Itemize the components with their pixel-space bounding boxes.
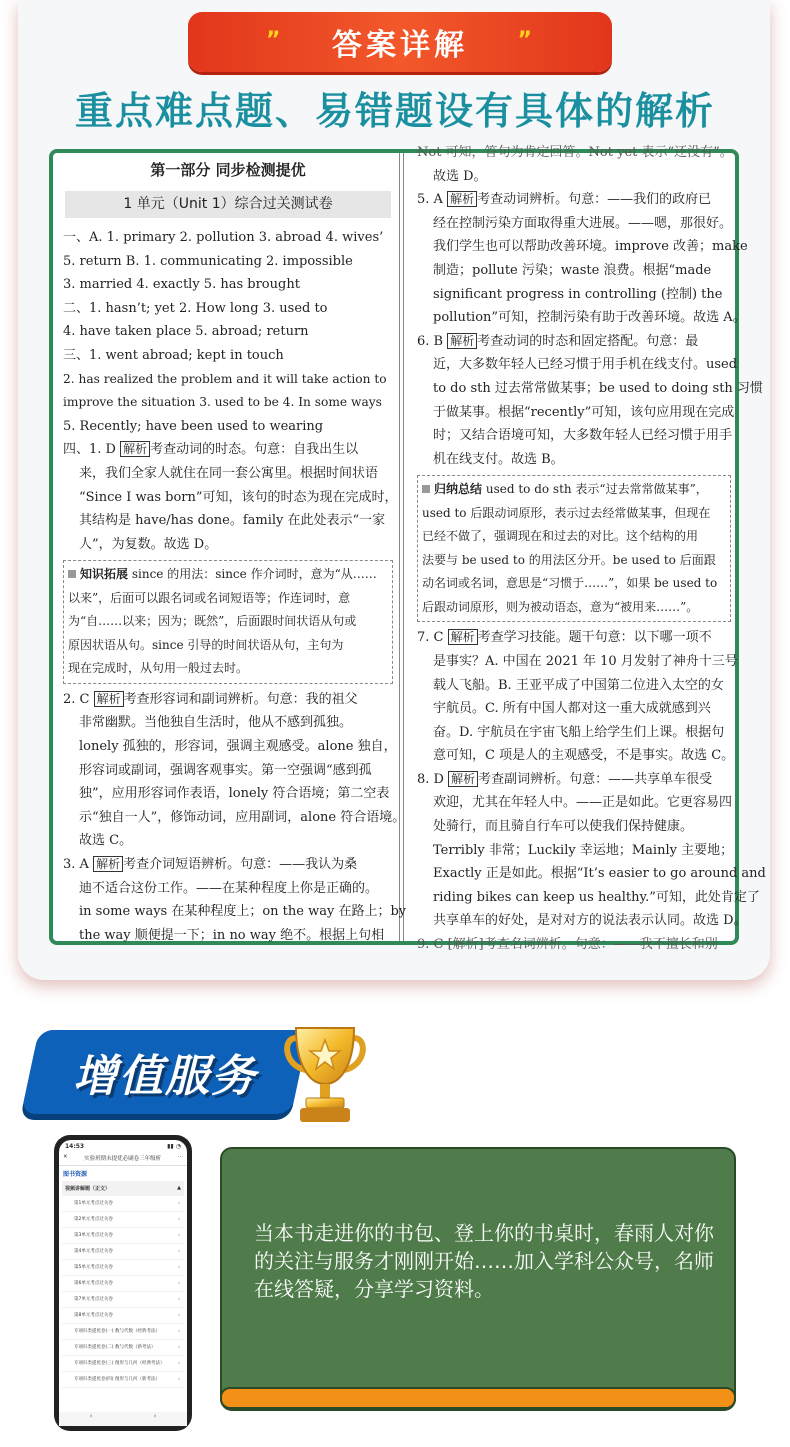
box-line: 现在完成时，从句用一般过去时。 <box>68 661 249 676</box>
item-label: 第8单元考点过关卷 <box>74 1313 113 1318</box>
answer-line: 三、1. went abroad; kept in touch <box>63 347 284 363</box>
value-added-service-title <box>21 1030 309 1114</box>
summary-box <box>417 475 731 622</box>
knowledge-box <box>63 560 393 684</box>
explanation-line: 来，我们全家人就住在同一套公寓里。根据时间状语 <box>79 465 379 481</box>
service-description: 当本书走进你的书包、登上你的书桌时，春雨人对你的关注与服务才刚刚开始……加入学科公众号，名师在线答疑，分享学习资料。 <box>254 1221 714 1301</box>
item-label: 第6单元考点过关卷 <box>74 1281 113 1286</box>
forward-icon[interactable]: › <box>153 1412 157 1420</box>
analysis-tag: 解析 <box>448 771 478 787</box>
phone-mockup <box>54 1135 192 1431</box>
question-number: 3. A <box>63 856 89 872</box>
list-item[interactable] <box>62 1292 184 1308</box>
explanation-line: riding bikes can keep us healthy.”可知，此处肯定了 <box>433 889 760 905</box>
answer-line: improve the situation 3. used to be 4. In some ways <box>63 395 382 410</box>
browser-nav-bar <box>59 1412 187 1426</box>
explanation-line: 机在线支付。故选 B。 <box>433 451 564 467</box>
section-title: 第一部分 同步检测提优 <box>150 161 306 179</box>
explanation-line: 考查动词的时态。句意：自我出生以 <box>150 442 359 458</box>
banner-title: 答案详解 <box>332 28 468 63</box>
explanation-line: to do sth 过去常常做某事；be used to doing sth 习惯 <box>433 380 763 396</box>
analysis-tag: 解析 <box>120 441 150 457</box>
list-item[interactable] <box>62 1340 184 1356</box>
answer-list <box>63 226 393 438</box>
explanation-line: Terribly 非常；Luckily 幸运地；Mainly 主要地； <box>433 842 734 858</box>
chevron-right-icon: › <box>178 1377 180 1382</box>
chevron-up-icon: ▲ <box>177 1185 181 1191</box>
question-number: 2. C <box>63 691 90 707</box>
left-column <box>63 153 407 943</box>
explanation-line: 于做某事。根据“recently”可知，该句应用现在完成 <box>433 404 735 420</box>
explanation-line: lonely 孤独的，形容词，强调主观感受。alone 独自， <box>79 739 397 754</box>
list-item[interactable] <box>62 1260 184 1276</box>
item-label: 第2单元考点过关卷 <box>74 1217 113 1222</box>
item-label: 第7单元考点过关卷 <box>74 1297 113 1302</box>
answer-line: 5. return B. 1. communicating 2. impossible <box>63 253 353 269</box>
list-item[interactable] <box>62 1196 184 1212</box>
explanation-line: “Since I was born”可知，该句的时态为现在完成时， <box>79 489 398 505</box>
answer-line: 3. married 4. exactly 5. has brought <box>63 277 300 293</box>
question-7 <box>417 626 738 768</box>
list-item[interactable] <box>62 1244 184 1260</box>
explanation-line: 考查动词辨析。句意：——我们的政府已 <box>477 192 712 208</box>
signal-icon: ▮▮ ◔ <box>167 1143 181 1150</box>
unit-title: 1 单元（Unit 1）综合过关测试卷 <box>65 191 391 218</box>
app-title: 实验班期末提优必刷卷三年级析 <box>84 1156 162 1162</box>
box-title: 归纳总结 <box>434 482 483 497</box>
explanation-line: pollution”可知，控制污染有助于改善环境。故选 A。 <box>433 310 746 326</box>
explanation-line: 奋。D. 宇航员在宇宙飞船上给学生们上课。根据句 <box>433 724 725 740</box>
list-item[interactable] <box>62 1228 184 1244</box>
tab-book-resources[interactable]: 图书资源 <box>63 1171 88 1178</box>
analysis-tag: 解析 <box>94 691 124 707</box>
status-bar <box>59 1140 187 1152</box>
question-6 <box>417 330 763 472</box>
explanation-line: 考查介词短语辨析。句意：——我认为桑 <box>123 856 358 872</box>
item-label: 专项归类提优卷(三) 图形与几何（经典考法） <box>74 1361 165 1366</box>
trophy-icon <box>282 1020 368 1126</box>
box-line: used to 后跟动词原形，表示过去经常做某事，但现在 <box>422 505 711 520</box>
explanation-line: 处骑行，而且骑自行车可以使我们保持健康。 <box>433 819 694 835</box>
item-label: 专项归类提优卷(一) 数与代数（经典考法） <box>74 1329 160 1334</box>
chevron-right-icon: › <box>178 1249 180 1254</box>
list-item[interactable] <box>62 1372 184 1388</box>
answer-line: 5. Recently; have been used to wearing <box>63 418 324 434</box>
item-label: 专项归类提优卷(二) 数与代数（新考法） <box>74 1345 156 1350</box>
close-icon[interactable]: ✕ <box>63 1154 68 1160</box>
chevron-right-icon: › <box>178 1297 180 1302</box>
box-line: 以来”，后面可以跟名词或名词短语等；作连词时，意 <box>68 590 351 605</box>
explanation-line: 共享单车的好处，是对对方的说法表示认同。故选 D。 <box>433 913 747 929</box>
explanation-line: 其结构是 have/has done。family 在此处表示“一家 <box>79 513 386 529</box>
answer-line: 4. have taken place 5. abroad; return <box>63 324 309 340</box>
item-label: 第1单元考点过关卷 <box>74 1201 113 1206</box>
app-header <box>59 1152 187 1166</box>
question-number: 7. C <box>417 630 444 646</box>
quote-mark-left: ” <box>266 28 283 53</box>
more-icon[interactable]: ··· <box>177 1154 183 1160</box>
item-label: 第4单元考点过关卷 <box>74 1249 113 1254</box>
box-line: 为“自……以来；因为；既然”，后面跟时间状语从句或 <box>68 614 357 629</box>
explanation-line: the way 顺便提一下；in no way 绝不。根据上句相 <box>79 927 385 943</box>
box-line: used to do sth 表示“过去常常做某事”， <box>485 482 708 497</box>
chevron-right-icon: › <box>178 1233 180 1238</box>
explanation-line: 我们学生也可以帮助改善环境。improve 改善；make <box>433 239 748 255</box>
box-line: 原因状语从句。since 引导的时间状语从句，主句为 <box>68 637 344 652</box>
analysis-tag: 解析 <box>448 629 478 645</box>
explanation-line: 故选 D。 <box>433 168 487 184</box>
list-item[interactable] <box>62 1212 184 1228</box>
chevron-right-icon: › <box>178 1281 180 1286</box>
explanation-line: in some ways 在某种程度上；on the way 在路上；by <box>79 904 407 920</box>
chevron-right-icon: › <box>178 1329 180 1334</box>
explanation-line: 非常幽默。当他独自生活时，他从不感到孤独。 <box>79 715 353 731</box>
status-time: 14:53 <box>65 1143 85 1150</box>
square-icon <box>68 570 76 578</box>
quote-mark-right: ” <box>517 28 534 53</box>
answer-banner <box>188 12 612 72</box>
chevron-right-icon: › <box>178 1265 180 1270</box>
cut-off-line: Not 可知，答句为肯定回答。Not yet 表示“还没有”。 <box>417 145 733 160</box>
box-line: 动名词或名词，意思是“习惯于……”，如果 be used to <box>422 576 718 591</box>
explanation-line: 近，大多数年轻人已经习惯于用手机在线支付。used <box>433 357 738 373</box>
explanation-line: 人”，为复数。故选 D。 <box>79 536 218 552</box>
right-column <box>417 145 766 953</box>
question-8 <box>417 768 766 957</box>
analysis-tag: 解析 <box>447 333 477 349</box>
service-title-text: 增值服务 <box>73 1051 257 1102</box>
answer-line: 二、1. hasn’t; yet 2. How long 3. used to <box>63 300 328 316</box>
back-icon[interactable]: ‹ <box>89 1412 93 1420</box>
list-item[interactable] <box>62 1308 184 1324</box>
answer-line: 2. has realized the problem and it will take action to <box>63 371 387 386</box>
explanation-line: 欢迎，尤其在年轻人中。——正是如此。它更容易四 <box>433 795 733 811</box>
chevron-right-icon: › <box>178 1313 180 1318</box>
phone-screen <box>59 1140 187 1426</box>
explanation-line: 考查副词辨析。句意：——共享单车很受 <box>478 771 713 787</box>
list-group-header[interactable] <box>62 1181 184 1196</box>
chevron-right-icon: › <box>178 1361 180 1366</box>
chevron-right-icon: › <box>178 1345 180 1350</box>
cut-off-line: 9. C [解析]考查名词辨析。句意：——我不擅长和别 <box>417 937 718 953</box>
question-number: 8. D <box>417 771 444 787</box>
item-label: 第5单元考点过关卷 <box>74 1265 113 1270</box>
explanation-line: 故选 C。 <box>79 833 133 849</box>
box-line: 法要与 be used to 的用法区分开。be used to 后面跟 <box>422 552 716 567</box>
explanation-line: 意可知，C 项是人的主观感受，不是事实。故选 C。 <box>433 748 735 764</box>
question-number: 5. A <box>417 192 443 208</box>
explanation-line: significant progress in controlling (控制) the <box>433 286 723 302</box>
explanation-line: 是事实？A. 中国在 2021 年 10 月发射了神舟十三号 <box>433 653 738 669</box>
explanation-line: 制造；pollute 污染；waste 浪费。根据“made <box>433 262 712 278</box>
explanation-line: 时；又结合语境可知，大多数年轻人已经习惯于用手 <box>433 428 733 444</box>
item-label: 第3单元考点过关卷 <box>74 1233 113 1238</box>
explanation-line: 载人飞船。B. 王亚平成了中国第二位进入太空的女 <box>433 677 724 693</box>
chevron-right-icon: › <box>178 1201 180 1206</box>
explanation-line: 示“独自一人”，修饰动词，应用副词，alone 符合语境。 <box>79 809 406 825</box>
explanation-line: 考查学习技能。题干句意：以下哪一项不 <box>477 630 712 646</box>
resource-list <box>59 1181 187 1388</box>
box-line: 已经不做了，强调现在和过去的对比。这个结构的用 <box>422 529 699 544</box>
panel-orange-bar <box>220 1387 736 1409</box>
analysis-tag: 解析 <box>447 191 477 207</box>
question-number: 6. B <box>417 333 444 349</box>
question-4 <box>63 438 398 556</box>
box-line: 后跟动词原形，则为被动语态，意为“被用来……”。 <box>422 599 699 614</box>
list-item[interactable] <box>62 1276 184 1292</box>
headline: 重点难点题、易错题设有具体的解析 <box>74 89 715 133</box>
item-label: 专项归类提优卷(四) 图形与几何（新考法） <box>74 1377 160 1382</box>
explanation-line: 宇航员。C. 所有中国人都对这一重大成就感到兴 <box>433 701 711 717</box>
answer-document <box>49 145 766 953</box>
box-title: 知识拓展 <box>80 567 129 582</box>
service-description-panel <box>220 1147 736 1411</box>
explanation-line: Exactly 正是如此。根据“It’s easier to go around and <box>433 866 766 882</box>
chevron-right-icon: › <box>178 1217 180 1222</box>
group-label: 视频讲解题（正文） <box>65 1186 111 1192</box>
explanation-line: 经在控制污染方面取得重大进展。——嗯，那很好。 <box>433 215 733 231</box>
explanation-line: 考查形容词和副词辨析。句意：我的祖父 <box>123 691 358 707</box>
question-3 <box>63 853 407 947</box>
list-item[interactable] <box>62 1356 184 1372</box>
analysis-tag: 解析 <box>93 856 123 872</box>
question-5 <box>417 188 748 330</box>
square-icon <box>422 485 430 493</box>
list-item[interactable] <box>62 1324 184 1340</box>
explanation-line: 考查动词的时态和固定搭配。句意：最 <box>477 333 699 349</box>
answer-line: 一、A. 1. primary 2. pollution 3. abroad 4. wives’ <box>63 230 384 245</box>
explanation-line: 形容词或副词，强调客观事实。第一空强调“感到孤 <box>79 762 372 778</box>
box-line: since 的用法：since 作介词时，意为“从…… <box>131 567 377 582</box>
explanation-line: 迪不适合这份工作。——在某种程度上你是正确的。 <box>79 880 379 896</box>
question-number: 四、1. D <box>63 442 116 458</box>
question-2 <box>63 688 406 853</box>
explanation-line: 独”，应用形容词作表语，lonely 符合语境；第二空表 <box>79 786 390 802</box>
